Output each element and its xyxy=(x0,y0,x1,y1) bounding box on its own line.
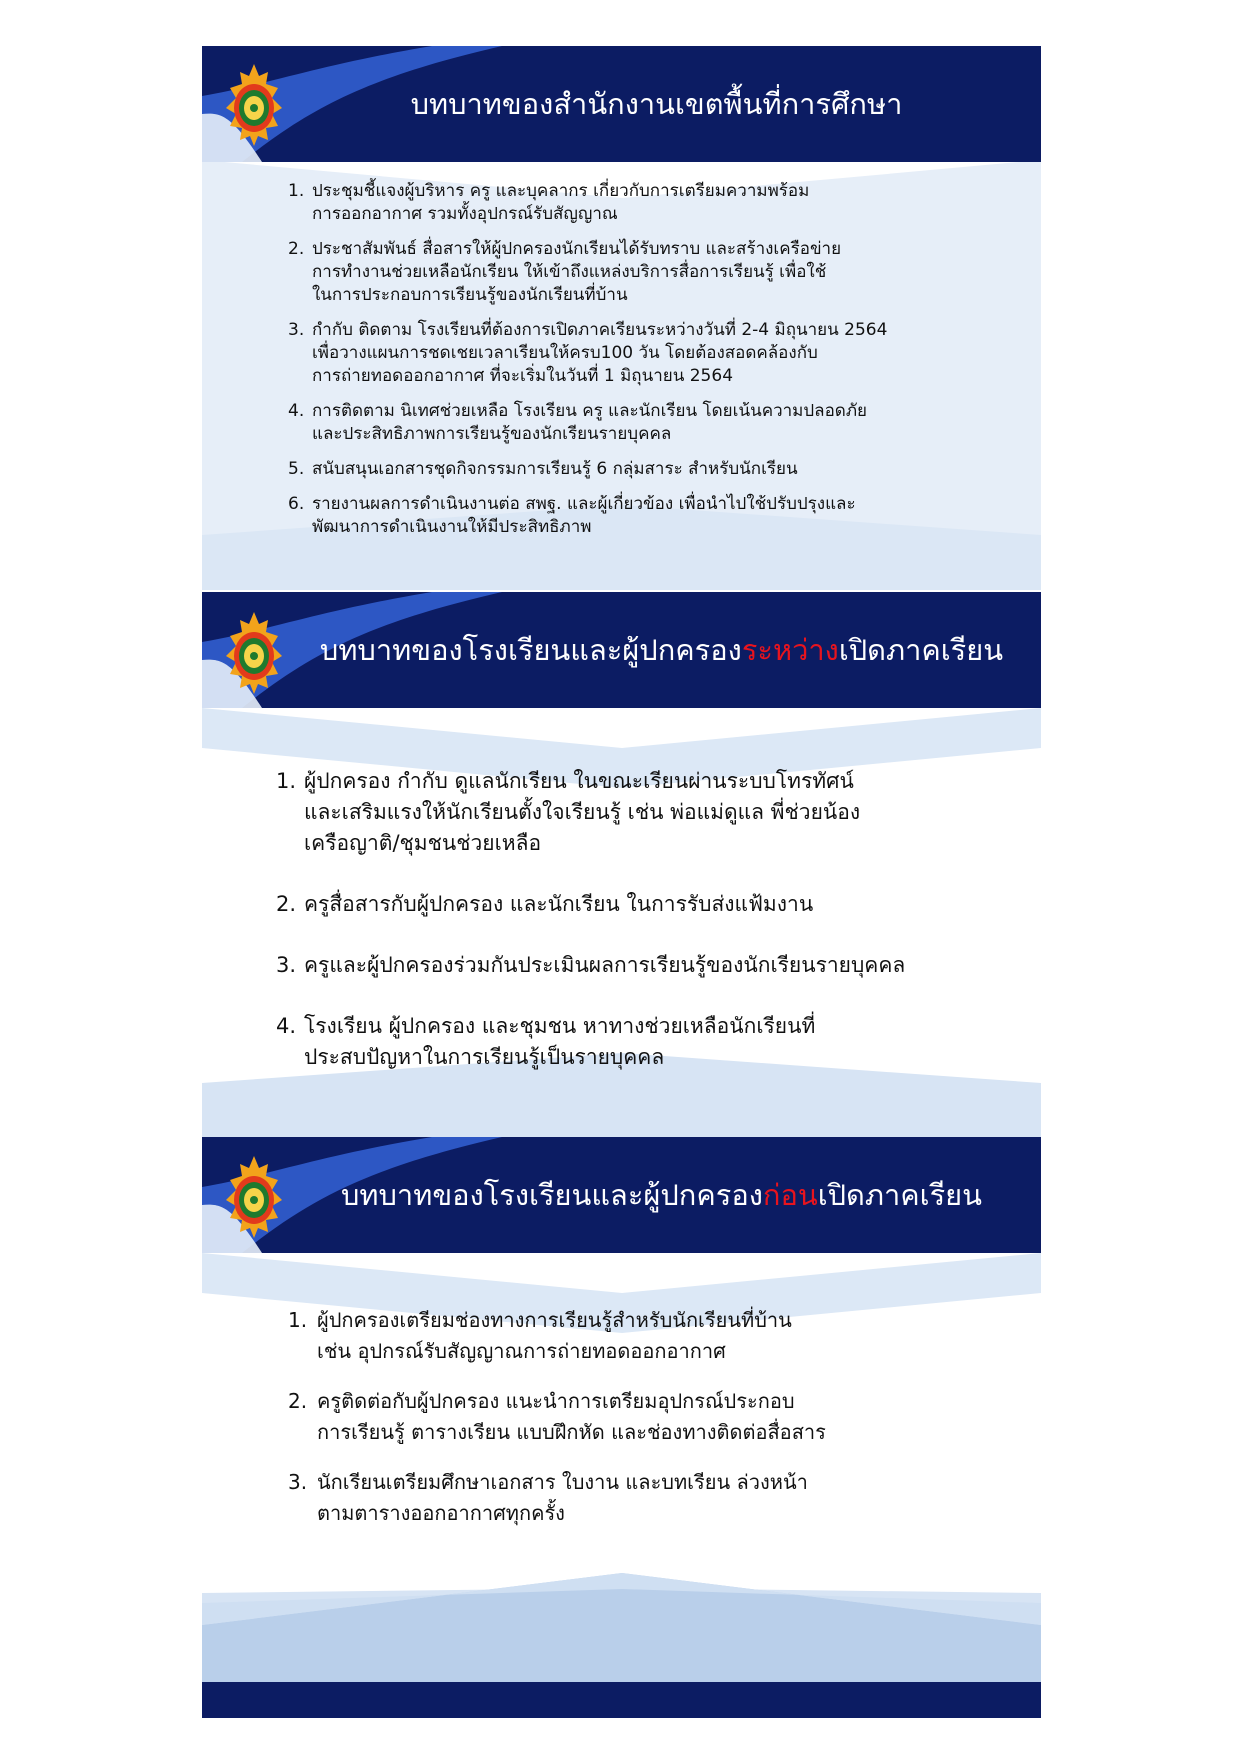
item-text: สนับสนุนเอกสารชุดกิจกรรมการเรียนรู้ 6 กลุ่มสาระ สำหรับนักเรียน xyxy=(312,459,798,479)
obec-emblem-icon xyxy=(222,62,286,148)
title-highlight: ระหว่าง xyxy=(741,633,839,667)
item-text: กำกับ ติดตาม โรงเรียนที่ต้องการเปิดภาคเรียนระหว่างวันที่ 2-4 มิถุนายน 2564 เพื่อวางแผนการชดเชยเวลาเรียนให้ครบ100 วัน โดยต้องสอดคล้องกับ การถ่ายทอดออกอากาศ ที่จะเริ่มในวันที่ 1 มิถุนายน 2564 xyxy=(312,320,888,386)
item-number: 4. xyxy=(276,1014,297,1038)
list-item xyxy=(288,458,1008,481)
title-part-pre: บทบาทของโรงเรียนและผู้ปกครอง xyxy=(319,633,742,667)
obec-emblem-icon xyxy=(222,1154,286,1240)
footer-bar xyxy=(202,1682,1041,1718)
item-number: 4. xyxy=(288,401,305,421)
item-text: ผู้ปกครองเตรียมช่องทางการเรียนรู้สำหรับนักเรียนที่บ้าน เช่น อุปกรณ์รับสัญญาณการถ่ายทอดออกอากาศ xyxy=(317,1308,792,1363)
item-text: โรงเรียน ผู้ปกครอง และชุมชน หาทางช่วยเหลือนักเรียนที่ ประสบปัญหาในการเรียนรู้เป็นรายบุคคล xyxy=(304,1014,816,1069)
title-part-pre: บทบาทของโรงเรียนและผู้ปกครอง xyxy=(341,1178,763,1212)
item-text: ครูสื่อสารกับผู้ปกครอง และนักเรียน ในการรับส่งแฟ้มงาน xyxy=(304,892,814,916)
list-item xyxy=(288,1467,1008,1529)
item-number: 6. xyxy=(288,494,305,514)
section-header-before-semester xyxy=(202,1137,1041,1253)
district-office-roles-list xyxy=(288,180,1008,551)
list-item xyxy=(288,1386,1008,1448)
item-number: 2. xyxy=(276,892,297,916)
list-item xyxy=(276,950,1016,981)
item-text: รายงานผลการดำเนินงานต่อ สพฐ. และผู้เกี่ยวข้อง เพื่อนำไปใช้ปรับปรุงและ พัฒนาการดำเนินงานให้มีประสิทธิภาพ xyxy=(312,494,856,537)
list-item xyxy=(288,319,1008,388)
obec-emblem-icon xyxy=(222,610,286,696)
list-item xyxy=(288,180,1008,226)
item-number: 1. xyxy=(276,769,297,793)
list-item xyxy=(276,889,1016,920)
before-semester-roles-list xyxy=(288,1305,1008,1548)
item-text: ผู้ปกครอง กำกับ ดูแลนักเรียน ในขณะเรียนผ่านระบบโทรทัศน์ และเสริมแรงให้นักเรียนตั้งใจเรียนรู้ เช่น พ่อแม่ดูแล พี่ช่วยน้อง เครือญาติ/ชุมชนช่วยเหลือ xyxy=(304,769,861,855)
item-number: 3. xyxy=(276,953,297,977)
title-highlight: ก่อน xyxy=(762,1178,818,1212)
title-part-post: เปิดภาคเรียน xyxy=(838,633,1004,667)
item-number: 3. xyxy=(288,1470,308,1494)
item-text: นักเรียนเตรียมศึกษาเอกสาร ใบงาน และบทเรียน ล่วงหน้า ตามตารางออกอากาศทุกครั้ง xyxy=(317,1470,808,1525)
title-part-post: เปิดภาคเรียน xyxy=(817,1178,982,1212)
list-item xyxy=(276,1011,1016,1073)
item-number: 3. xyxy=(288,320,305,340)
during-semester-roles-list xyxy=(276,766,1016,1103)
item-text: ประชุมชี้แจงผู้บริหาร ครู และบุคลากร เกี่ยวกับการเตรียมความพร้อม การออกอากาศ รวมทั้งอุปกรณ์รับสัญญาณ xyxy=(312,181,810,224)
item-number: 1. xyxy=(288,1308,308,1332)
section-title: บทบาทของสำนักงานเขตพื้นที่การศึกษา xyxy=(410,87,903,121)
list-item xyxy=(288,400,1008,446)
item-text: การติดตาม นิเทศช่วยเหลือ โรงเรียน ครู และนักเรียน โดยเน้นความปลอดภัย และประสิทธิภาพการเรียนรู้ของนักเรียนรายบุคคล xyxy=(312,401,867,444)
section-title xyxy=(341,1172,982,1218)
list-item xyxy=(288,1305,1008,1367)
item-number: 5. xyxy=(288,459,305,479)
section-header-district-office xyxy=(202,46,1041,162)
section-header-during-semester xyxy=(202,592,1041,708)
item-text: ประชาสัมพันธ์ สื่อสารให้ผู้ปกครองนักเรียนได้รับทราบ และสร้างเครือข่าย การทำงานช่วยเหลือนักเรียน ให้เข้าถึงแหล่งบริการสื่อการเรียนรู้ เพื่อใช้ ในการประกอบการเรียนรู้ของนักเรียนที่บ้าน xyxy=(312,239,842,305)
list-item xyxy=(288,238,1008,307)
item-number: 2. xyxy=(288,1389,308,1413)
item-number: 2. xyxy=(288,239,305,259)
item-text: ครูติดต่อกับผู้ปกครอง แนะนำการเตรียมอุปกรณ์ประกอบ การเรียนรู้ ตารางเรียน แบบฝึกหัด และช่องทางติดต่อสื่อสาร xyxy=(317,1389,826,1444)
item-number: 1. xyxy=(288,181,305,201)
section-title xyxy=(320,627,1003,673)
list-item xyxy=(276,766,1016,859)
item-text: ครูและผู้ปกครองร่วมกันประเมินผลการเรียนรู้ของนักเรียนรายบุคคล xyxy=(304,953,906,977)
list-item xyxy=(288,493,1008,539)
